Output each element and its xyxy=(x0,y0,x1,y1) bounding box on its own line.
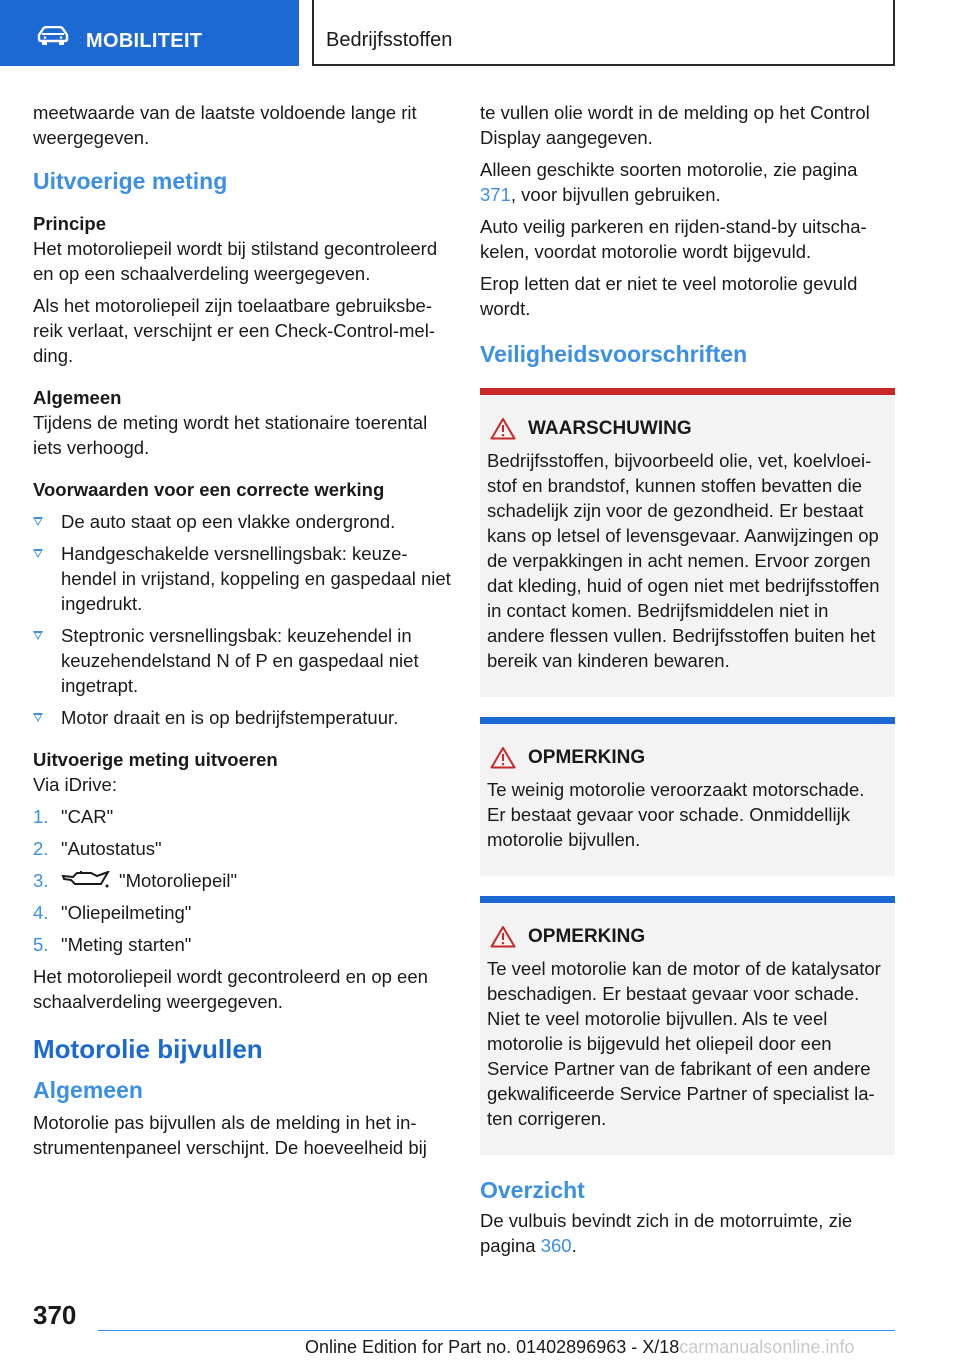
overzicht-paragraph: De vulbuis bevindt zich in de motorruimte, zie pagina 360. xyxy=(480,1210,853,1256)
result-paragraph: Het motoroliepeil wordt gecontroleerd en op een schaalverdeling weergegeven. xyxy=(33,966,428,1012)
heading-uitvoeren: Uitvoerige meting uitvoeren xyxy=(33,749,278,770)
chapter-tab xyxy=(0,0,299,66)
list-item: 2. "Autostatus" xyxy=(33,838,162,859)
bijvullen-paragraph: Motorolie pas bijvullen als de melding in het instrumentenpaneel verschijnt. De hoeveelheid bij xyxy=(33,1112,427,1158)
warning-title: WAARSCHUWING xyxy=(528,417,692,439)
triangle-bullet-icon xyxy=(33,631,43,640)
continued-paragraph: te vullen olie wordt in de melding op het Control Display aangegeven. xyxy=(480,102,870,148)
soorten-paragraph: Alleen geschikte soorten motorolie, zie pagina 371, voor bijvullen gebruiken. xyxy=(480,159,858,205)
note-text: Te veel motorolie kan de motor of de katalysator beschadigen. Er bestaat gevaar voor schade. Niet te veel motorolie bijvullen. Als te veel motorolie is bijgevuld het oliepeil door een Service Partner van de fabrikant of een andere gekwalificeerde Service Partner of specialist laten corrigeren. xyxy=(487,958,881,1129)
car-icon xyxy=(36,26,70,46)
list-item: De auto staat op een vlakke ondergrond. xyxy=(33,509,451,534)
heading-voorwaarden: Voorwaarden voor een correcte werking xyxy=(33,479,385,500)
triangle-bullet-icon xyxy=(33,713,43,722)
section-header xyxy=(312,0,895,66)
warning-triangle-icon xyxy=(490,925,516,948)
watermark-text: carmanualsonline.info xyxy=(679,1337,855,1357)
edition-text: Online Edition for Part no. 01402896963 - X/18 xyxy=(305,1337,680,1357)
note-box-2 xyxy=(480,896,895,1155)
principe-paragraph-1: Het motoroliepeil wordt bij stilstand gecontroleerd en op een schaalverdeling weergegeven. xyxy=(33,238,438,284)
heading-principe: Principe xyxy=(33,213,106,234)
parkeren-paragraph: Auto veilig parkeren en rijden-stand-by uitschakelen, voordat motorolie wordt bijgevuld. xyxy=(480,216,867,262)
footer-text xyxy=(305,1337,854,1358)
warning-triangle-icon xyxy=(490,417,516,440)
heading-motorolie-bijvullen: Motorolie bijvullen xyxy=(33,1034,263,1064)
oil-can-icon xyxy=(61,871,111,889)
note-text: Te weinig motorolie veroorzaakt motorschade. Er bestaat gevaar voor schade. Onmiddellijk motorolie bijvullen. xyxy=(487,779,865,850)
warning-box xyxy=(480,388,895,697)
page-link-371[interactable]: 371 xyxy=(480,184,511,205)
right-column xyxy=(480,100,895,1265)
conditions-list xyxy=(33,509,451,730)
list-item: 3. "Motoroliepeil" xyxy=(33,870,238,891)
heading-algemeen-bijvullen: Algemeen xyxy=(33,1077,143,1103)
list-item: Motor draait en is op bedrijfstemperatuur. xyxy=(33,705,451,730)
steps-list xyxy=(33,804,451,957)
letten-paragraph: Erop letten dat er niet te veel motorolie gevuld wordt. xyxy=(480,273,858,319)
page-link-360[interactable]: 360 xyxy=(540,1235,572,1256)
heading-overzicht: Overzicht xyxy=(480,1177,585,1203)
algemeen-paragraph: Tijdens de meting wordt het stationaire toerental iets verhoogd. xyxy=(33,412,428,458)
list-item: Handgeschakelde versnellingsbak: keuzehendel in vrijstand, koppeling en gaspedaal niet ingedrukt. xyxy=(33,541,451,616)
list-item: Steptronic versnellingsbak: keuzehendel in keuzehendelstand N of P en gaspedaal niet ingetrapt. xyxy=(33,623,451,698)
triangle-bullet-icon xyxy=(33,549,43,558)
page-number: 370 xyxy=(33,1300,77,1330)
note-box-1 xyxy=(480,717,895,876)
chapter-label: MOBILITEIT xyxy=(86,30,203,52)
list-item: 5. "Meting starten" xyxy=(33,934,192,955)
triangle-bullet-icon xyxy=(33,517,43,526)
left-column xyxy=(33,100,451,1167)
section-title: Bedrijfsstoffen xyxy=(326,29,453,51)
principe-paragraph-2: Als het motoroliepeil zijn toelaatbare gebruiksbereik verlaat, verschijnt er een Check-Control-melding. xyxy=(33,295,436,366)
list-item: 1. "CAR" xyxy=(33,806,114,827)
heading-uitvoerige-meting: Uitvoerige meting xyxy=(33,168,228,194)
list-item: 4. "Oliepeilmeting" xyxy=(33,902,192,923)
note-title: OPMERKING xyxy=(528,746,646,768)
heading-veiligheidsvoorschriften: Veiligheidsvoorschriften xyxy=(480,341,748,367)
note-title: OPMERKING xyxy=(528,925,646,947)
via-idrive: Via iDrive: xyxy=(33,774,117,795)
warning-triangle-icon xyxy=(490,746,516,769)
warning-text: Bedrijfsstoffen, bijvoorbeeld olie, vet, koelvloeistof en brandstof, kunnen stoffen bevatten die schadelijk zijn voor de gezondheid. Er bestaat kans op letsel of levensgevaar. Aanwijzingen op de verpakkingen in acht nemen. Ervoor zorgen dat kleding, huid of ogen niet met bedrijfsstoffen in contact komen. Bedrijfsmiddelen niet in andere flessen vullen. Bedrijfsstoffen buiten het bereik van kinderen bewaren. xyxy=(487,450,880,671)
intro-paragraph: meetwaarde van de laatste voldoende lange rit weergegeven. xyxy=(33,102,417,148)
footer-divider xyxy=(98,1330,895,1331)
heading-algemeen: Algemeen xyxy=(33,387,122,408)
